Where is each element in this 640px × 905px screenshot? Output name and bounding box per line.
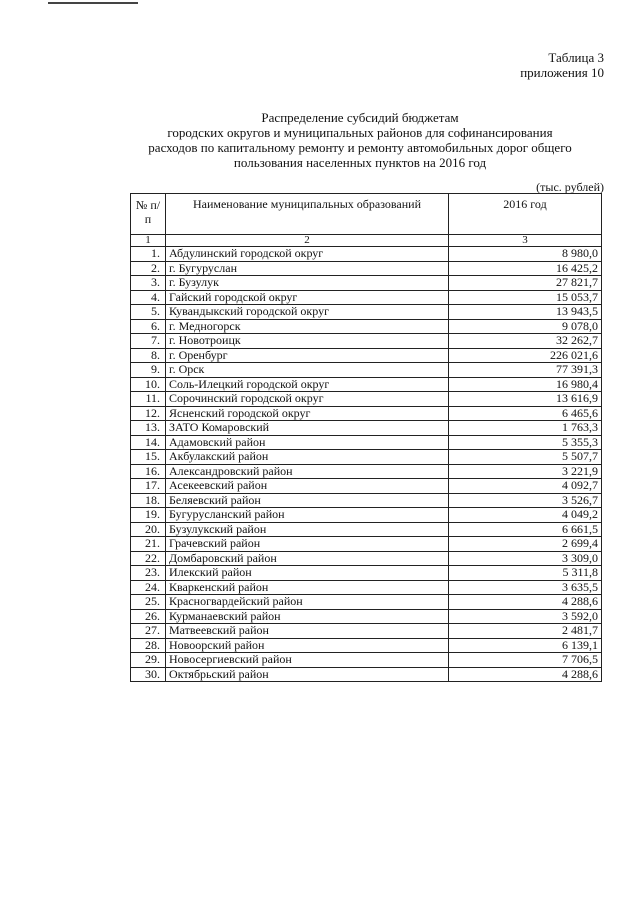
row-number: 10. (131, 377, 166, 392)
subsidy-amount: 5 507,7 (449, 450, 602, 465)
municipality-name: г. Бугуруслан (166, 261, 449, 276)
municipality-name: Домбаровский район (166, 551, 449, 566)
municipality-name: Кваркенский район (166, 580, 449, 595)
row-number: 27. (131, 624, 166, 639)
subsidy-amount: 3 526,7 (449, 493, 602, 508)
municipality-name: г. Новотроицк (166, 334, 449, 349)
municipality-name: г. Медногорск (166, 319, 449, 334)
table-reference (520, 50, 604, 80)
subsidy-amount: 7 706,5 (449, 653, 602, 668)
table-row (131, 261, 602, 276)
municipality-name: Бугурусланский район (166, 508, 449, 523)
row-number: 29. (131, 653, 166, 668)
subsidy-amount: 6 465,6 (449, 406, 602, 421)
subsidy-amount: 13 616,9 (449, 392, 602, 407)
subsidy-amount: 1 763,3 (449, 421, 602, 436)
municipality-name: Абдулинский городской округ (166, 247, 449, 262)
row-number: 5. (131, 305, 166, 320)
municipality-name: г. Бузулук (166, 276, 449, 291)
top-rule (48, 2, 138, 4)
table-number: Таблица 3 (548, 50, 604, 65)
subsidy-amount: 8 980,0 (449, 247, 602, 262)
subsidy-amount: 5 311,8 (449, 566, 602, 581)
table-row (131, 522, 602, 537)
municipality-name: Новоорский район (166, 638, 449, 653)
title-line-3: расходов по капитальному ремонту и ремонту автомобильных дорог общего (148, 140, 572, 155)
table-row (131, 464, 602, 479)
subsidy-amount: 32 262,7 (449, 334, 602, 349)
column-index-row (131, 235, 602, 247)
table-row (131, 493, 602, 508)
table-row (131, 392, 602, 407)
table-row (131, 667, 602, 682)
header-name: Наименование муниципальных образований (166, 194, 449, 235)
row-number: 14. (131, 435, 166, 450)
row-number: 9. (131, 363, 166, 378)
subsidy-amount: 4 092,7 (449, 479, 602, 494)
table-row (131, 609, 602, 624)
table-row (131, 624, 602, 639)
row-number: 7. (131, 334, 166, 349)
table-row (131, 653, 602, 668)
subsidy-amount: 15 053,7 (449, 290, 602, 305)
index-cell-3: 3 (449, 235, 602, 247)
table-row (131, 566, 602, 581)
municipality-name: Александровский район (166, 464, 449, 479)
row-number: 23. (131, 566, 166, 581)
table-row (131, 479, 602, 494)
title-line-2: городских округов и муниципальных районов для софинансирования (167, 125, 553, 140)
row-number: 18. (131, 493, 166, 508)
row-number: 12. (131, 406, 166, 421)
table-row (131, 450, 602, 465)
table-row (131, 377, 602, 392)
row-number: 30. (131, 667, 166, 682)
row-number: 13. (131, 421, 166, 436)
municipality-name: Октябрьский район (166, 667, 449, 682)
subsidy-amount: 4 288,6 (449, 595, 602, 610)
row-number: 11. (131, 392, 166, 407)
row-number: 16. (131, 464, 166, 479)
municipality-name: Красногвардейский район (166, 595, 449, 610)
municipality-name: Ясненский городской округ (166, 406, 449, 421)
table-body (131, 247, 602, 682)
header-num: № п/п (131, 194, 166, 235)
subsidy-amount: 16 425,2 (449, 261, 602, 276)
municipality-name: ЗАТО Комаровский (166, 421, 449, 436)
subsidy-table (130, 193, 602, 682)
municipality-name: Асекеевский район (166, 479, 449, 494)
subsidy-amount: 6 139,1 (449, 638, 602, 653)
table-row (131, 319, 602, 334)
subsidy-amount: 226 021,6 (449, 348, 602, 363)
subsidy-amount: 13 943,5 (449, 305, 602, 320)
subsidy-amount: 3 309,0 (449, 551, 602, 566)
subsidy-amount: 4 288,6 (449, 667, 602, 682)
municipality-name: Кувандыкский городской округ (166, 305, 449, 320)
title-line-4: пользования населенных пунктов на 2016 год (233, 155, 487, 170)
municipality-name: Адамовский район (166, 435, 449, 450)
subsidy-amount: 16 980,4 (449, 377, 602, 392)
subsidy-amount: 3 592,0 (449, 609, 602, 624)
row-number: 6. (131, 319, 166, 334)
header-value: 2016 год (449, 194, 602, 235)
table-row (131, 247, 602, 262)
header-row (131, 194, 602, 235)
row-number: 22. (131, 551, 166, 566)
municipality-name: Илекский район (166, 566, 449, 581)
municipality-name: Акбулакский район (166, 450, 449, 465)
row-number: 15. (131, 450, 166, 465)
subsidy-amount: 4 049,2 (449, 508, 602, 523)
subsidy-amount: 77 391,3 (449, 363, 602, 378)
subsidy-amount: 3 635,5 (449, 580, 602, 595)
subsidy-amount: 6 661,5 (449, 522, 602, 537)
table-row (131, 363, 602, 378)
subsidy-amount: 5 355,3 (449, 435, 602, 450)
row-number: 4. (131, 290, 166, 305)
table-row (131, 537, 602, 552)
municipality-name: Сорочинский городской округ (166, 392, 449, 407)
municipality-name: Беляевский район (166, 493, 449, 508)
units-label: (тыс. рублей) (536, 180, 604, 194)
table-row (131, 305, 602, 320)
title-line-1: Распределение субсидий бюджетам (261, 110, 459, 125)
subsidy-amount: 2 481,7 (449, 624, 602, 639)
table-row (131, 406, 602, 421)
row-number: 19. (131, 508, 166, 523)
subsidy-amount: 2 699,4 (449, 537, 602, 552)
row-number: 20. (131, 522, 166, 537)
table-row (131, 290, 602, 305)
municipality-name: Бузулукский район (166, 522, 449, 537)
row-number: 28. (131, 638, 166, 653)
table-row (131, 348, 602, 363)
table-row (131, 421, 602, 436)
row-number: 26. (131, 609, 166, 624)
table-row (131, 435, 602, 450)
index-cell-1: 1 (131, 235, 166, 247)
table-row (131, 580, 602, 595)
row-number: 1. (131, 247, 166, 262)
row-number: 25. (131, 595, 166, 610)
row-number: 8. (131, 348, 166, 363)
row-number: 3. (131, 276, 166, 291)
municipality-name: Курманаевский район (166, 609, 449, 624)
row-number: 2. (131, 261, 166, 276)
municipality-name: Соль-Илецкий городской округ (166, 377, 449, 392)
municipality-name: Грачевский район (166, 537, 449, 552)
appendix-reference: приложения 10 (520, 65, 604, 80)
municipality-name: Матвеевский район (166, 624, 449, 639)
document-title (100, 110, 620, 170)
table-row (131, 334, 602, 349)
row-number: 17. (131, 479, 166, 494)
table-row (131, 276, 602, 291)
index-cell-2: 2 (166, 235, 449, 247)
municipality-name: г. Орск (166, 363, 449, 378)
municipality-name: г. Оренбург (166, 348, 449, 363)
municipality-name: Новосергиевский район (166, 653, 449, 668)
subsidy-amount: 9 078,0 (449, 319, 602, 334)
municipality-name: Гайский городской округ (166, 290, 449, 305)
subsidy-amount: 3 221,9 (449, 464, 602, 479)
table-row (131, 595, 602, 610)
row-number: 21. (131, 537, 166, 552)
table-row (131, 508, 602, 523)
table-row (131, 638, 602, 653)
table-row (131, 551, 602, 566)
subsidy-amount: 27 821,7 (449, 276, 602, 291)
row-number: 24. (131, 580, 166, 595)
